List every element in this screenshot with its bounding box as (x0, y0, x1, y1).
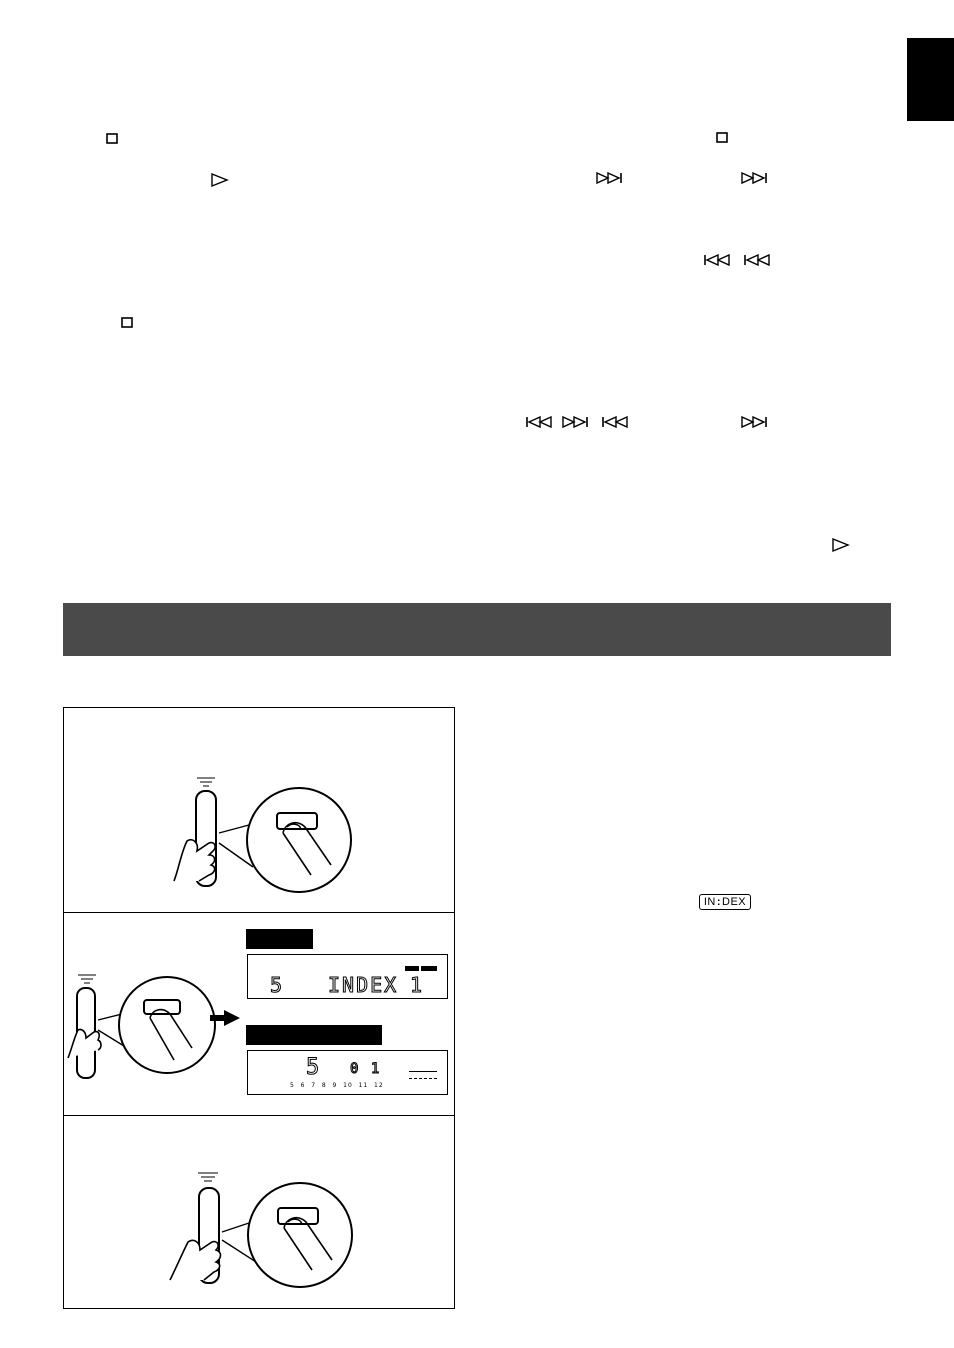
display-bottom (247, 1050, 448, 1095)
panel-divider (64, 1115, 454, 1116)
display-level-indicator (409, 1071, 437, 1079)
index-symbol-left: IN (703, 896, 716, 908)
display-index-number: 1 (410, 973, 425, 997)
index-symbol-colon: : (716, 896, 722, 908)
skip-back-icon (525, 416, 555, 428)
display-track-calendar: 5 6 7 8 9 10 11 12 (290, 1082, 384, 1089)
magnified-button (119, 977, 215, 1073)
procedure-figure (63, 707, 455, 1309)
section-header-bar (63, 603, 891, 656)
display-label-top (246, 929, 313, 949)
display-mode-indicator (405, 966, 437, 971)
skip-back-icon (743, 254, 773, 266)
magnified-button (247, 788, 351, 892)
remote-press-illustration-1 (159, 773, 359, 893)
skip-forward-icon (596, 172, 626, 184)
stop-icon (106, 133, 118, 145)
display-top (247, 954, 448, 999)
skip-back-icon (703, 254, 733, 266)
skip-forward-icon (741, 416, 771, 428)
language-tab (907, 38, 954, 121)
play-icon (211, 173, 229, 187)
display-index-word: INDEX (328, 973, 399, 997)
index-symbol-right: DEX (722, 896, 747, 908)
skip-back-icon (601, 416, 631, 428)
skip-forward-icon (562, 416, 592, 428)
signal-icon (78, 975, 96, 983)
index-indicator-icon (699, 894, 751, 910)
stop-icon (716, 132, 728, 144)
remote-press-illustration-3 (164, 1170, 364, 1290)
magnified-button (248, 1183, 352, 1287)
panel-divider (64, 912, 454, 913)
skip-forward-icon (741, 172, 771, 184)
stop-icon (121, 317, 133, 329)
display-track-number: 5 (270, 973, 285, 997)
play-icon (832, 538, 850, 552)
remote-press-illustration-2 (64, 970, 244, 1100)
display-index-number: 0 1 (350, 1061, 382, 1077)
display-track-number: 5 (306, 1055, 322, 1080)
signal-icon (198, 1173, 218, 1181)
hand-icon (174, 840, 215, 881)
signal-icon (197, 778, 215, 786)
display-label-bottom (246, 1025, 382, 1045)
